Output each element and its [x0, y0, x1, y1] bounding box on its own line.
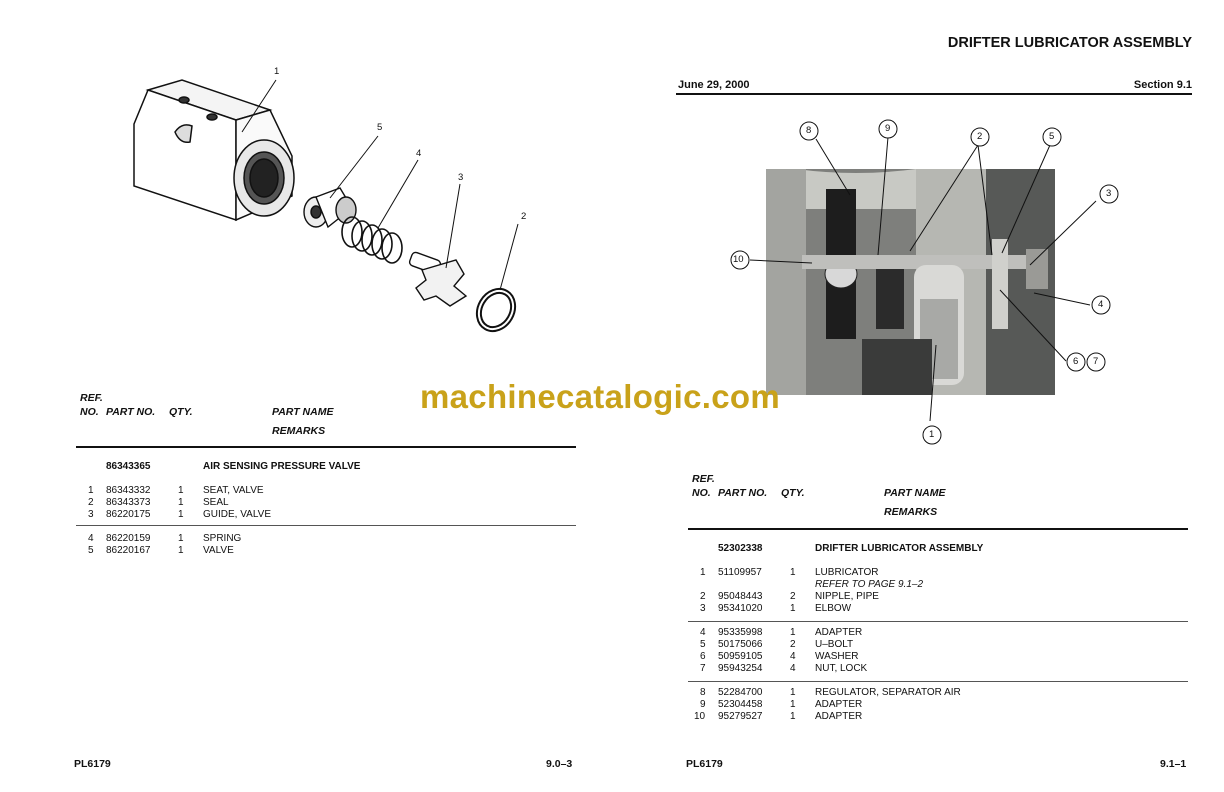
- row-remark: REFER TO PAGE 9.1–2: [815, 579, 924, 590]
- row-qty: 1: [178, 545, 184, 556]
- row-qty: 4: [790, 651, 796, 662]
- group-divider: [688, 681, 1188, 682]
- header-no: NO.: [692, 487, 711, 499]
- table-rule: [76, 446, 576, 448]
- photo-callout-4: 4: [1098, 299, 1104, 310]
- row-qty: 1: [790, 711, 796, 722]
- row-qty: 4: [790, 663, 796, 674]
- row-part-no: 86220175: [106, 509, 151, 520]
- photo-callout-6: 6: [1073, 356, 1079, 367]
- row-ref: 5: [88, 545, 94, 556]
- row-qty: 1: [790, 627, 796, 638]
- seal-ring-part: [469, 282, 522, 338]
- spring-part: [342, 217, 402, 263]
- row-qty: 1: [790, 567, 796, 578]
- row-qty: 1: [178, 509, 184, 520]
- header-part-no: PART NO.: [718, 487, 768, 499]
- row-ref: 3: [700, 603, 706, 614]
- page-section: Section 9.1: [1133, 79, 1192, 91]
- row-name: REGULATOR, SEPARATOR AIR: [815, 687, 961, 698]
- row-ref: 6: [700, 651, 706, 662]
- row-part-no: 51109957: [718, 567, 762, 578]
- callout-4: 4: [416, 148, 422, 159]
- row-name: LUBRICATOR: [815, 567, 879, 578]
- photo-callout-7: 7: [1093, 356, 1099, 367]
- watermark-text: machinecatalogic.com: [420, 378, 780, 415]
- assembly-name: DRIFTER LUBRICATOR ASSEMBLY: [815, 543, 984, 554]
- row-ref: 1: [700, 567, 706, 578]
- row-qty: 1: [178, 485, 184, 496]
- row-qty: 1: [178, 533, 184, 544]
- header-rule: [676, 93, 1192, 95]
- header-part-name: PART NAME: [884, 487, 946, 499]
- callout-2: 2: [521, 211, 527, 222]
- group-divider: [76, 525, 576, 526]
- row-ref: 4: [88, 533, 94, 544]
- row-part-no: 95335998: [718, 627, 763, 638]
- row-part-no: 95341020: [718, 603, 763, 614]
- row-ref: 9: [700, 699, 706, 710]
- footer-doc-left: PL6179: [74, 758, 111, 770]
- callout-3: 3: [458, 172, 464, 183]
- valve-housing: [134, 80, 294, 220]
- assembly-part-no: 86343365: [106, 461, 151, 472]
- row-part-no: 50175066: [718, 639, 763, 650]
- row-ref: 1: [88, 485, 94, 496]
- valve-part: [304, 188, 356, 227]
- valve-exploded-diagram: [120, 60, 560, 340]
- photo-callout-10: 10: [733, 254, 744, 265]
- row-qty: 2: [790, 639, 796, 650]
- header-ref: REF.: [80, 392, 103, 404]
- callout-5: 5: [377, 122, 383, 133]
- row-ref: 10: [694, 711, 706, 722]
- assembly-name: AIR SENSING PRESSURE VALVE: [203, 461, 361, 472]
- row-ref: 3: [88, 509, 94, 520]
- row-part-no: 95279527: [718, 711, 763, 722]
- row-qty: 1: [178, 497, 184, 508]
- photo-callout-1: 1: [929, 429, 935, 440]
- table-rule: [688, 528, 1188, 530]
- row-name: NUT, LOCK: [815, 663, 868, 674]
- header-remarks: REMARKS: [884, 506, 938, 518]
- photo-callout-8: 8: [806, 125, 812, 136]
- row-name: ADAPTER: [815, 627, 863, 638]
- row-part-no: 50959105: [718, 651, 763, 662]
- header-qty: QTY.: [781, 487, 805, 499]
- row-part-no: 86220167: [106, 545, 151, 556]
- page-date: June 29, 2000: [678, 79, 750, 91]
- row-name: SEAT, VALVE: [203, 485, 264, 496]
- photo-callouts: [720, 115, 1130, 455]
- row-name: U–BOLT: [815, 639, 854, 650]
- row-ref: 2: [88, 497, 94, 508]
- row-name: GUIDE, VALVE: [203, 509, 271, 520]
- row-ref: 7: [700, 663, 706, 674]
- photo-callout-9: 9: [885, 123, 891, 134]
- row-name: VALVE: [203, 545, 234, 556]
- row-ref: 5: [700, 639, 706, 650]
- row-name: NIPPLE, PIPE: [815, 591, 879, 602]
- footer-doc-right: PL6179: [686, 758, 723, 770]
- guide-part: [409, 251, 466, 306]
- row-ref: 4: [700, 627, 706, 638]
- row-part-no: 52304458: [718, 699, 763, 710]
- row-part-no: 86343332: [106, 485, 151, 496]
- row-qty: 1: [790, 603, 796, 614]
- row-part-no: 95943254: [718, 663, 763, 674]
- row-part-no: 86220159: [106, 533, 151, 544]
- row-name: SPRING: [203, 533, 242, 544]
- row-ref: 2: [700, 591, 706, 602]
- photo-callout-2: 2: [977, 131, 983, 142]
- row-name: WASHER: [815, 651, 859, 662]
- photo-callout-3: 3: [1106, 188, 1112, 199]
- assembly-part-no: 52302338: [718, 543, 763, 554]
- row-name: ELBOW: [815, 603, 852, 614]
- row-name: ADAPTER: [815, 711, 863, 722]
- row-ref: 8: [700, 687, 706, 698]
- row-part-no: 52284700: [718, 687, 763, 698]
- footer-page-left: 9.0–3: [546, 758, 573, 770]
- photo-callout-5: 5: [1049, 131, 1055, 142]
- row-name: SEAL: [203, 497, 229, 508]
- header-no: NO.: [80, 406, 99, 418]
- row-qty: 1: [790, 699, 796, 710]
- header-remarks: REMARKS: [272, 425, 326, 437]
- header-part-name: PART NAME: [272, 406, 334, 418]
- group-divider: [688, 621, 1188, 622]
- header-qty: QTY.: [169, 406, 193, 418]
- row-part-no: 86343373: [106, 497, 151, 508]
- page-title: DRIFTER LUBRICATOR ASSEMBLY: [947, 35, 1192, 51]
- callout-1: 1: [274, 66, 280, 77]
- row-name: ADAPTER: [815, 699, 863, 710]
- row-part-no: 95048443: [718, 591, 763, 602]
- row-qty: 1: [790, 687, 796, 698]
- footer-page-right: 9.1–1: [1160, 758, 1187, 770]
- header-ref: REF.: [692, 473, 715, 485]
- header-part-no: PART NO.: [106, 406, 156, 418]
- row-qty: 2: [790, 591, 796, 602]
